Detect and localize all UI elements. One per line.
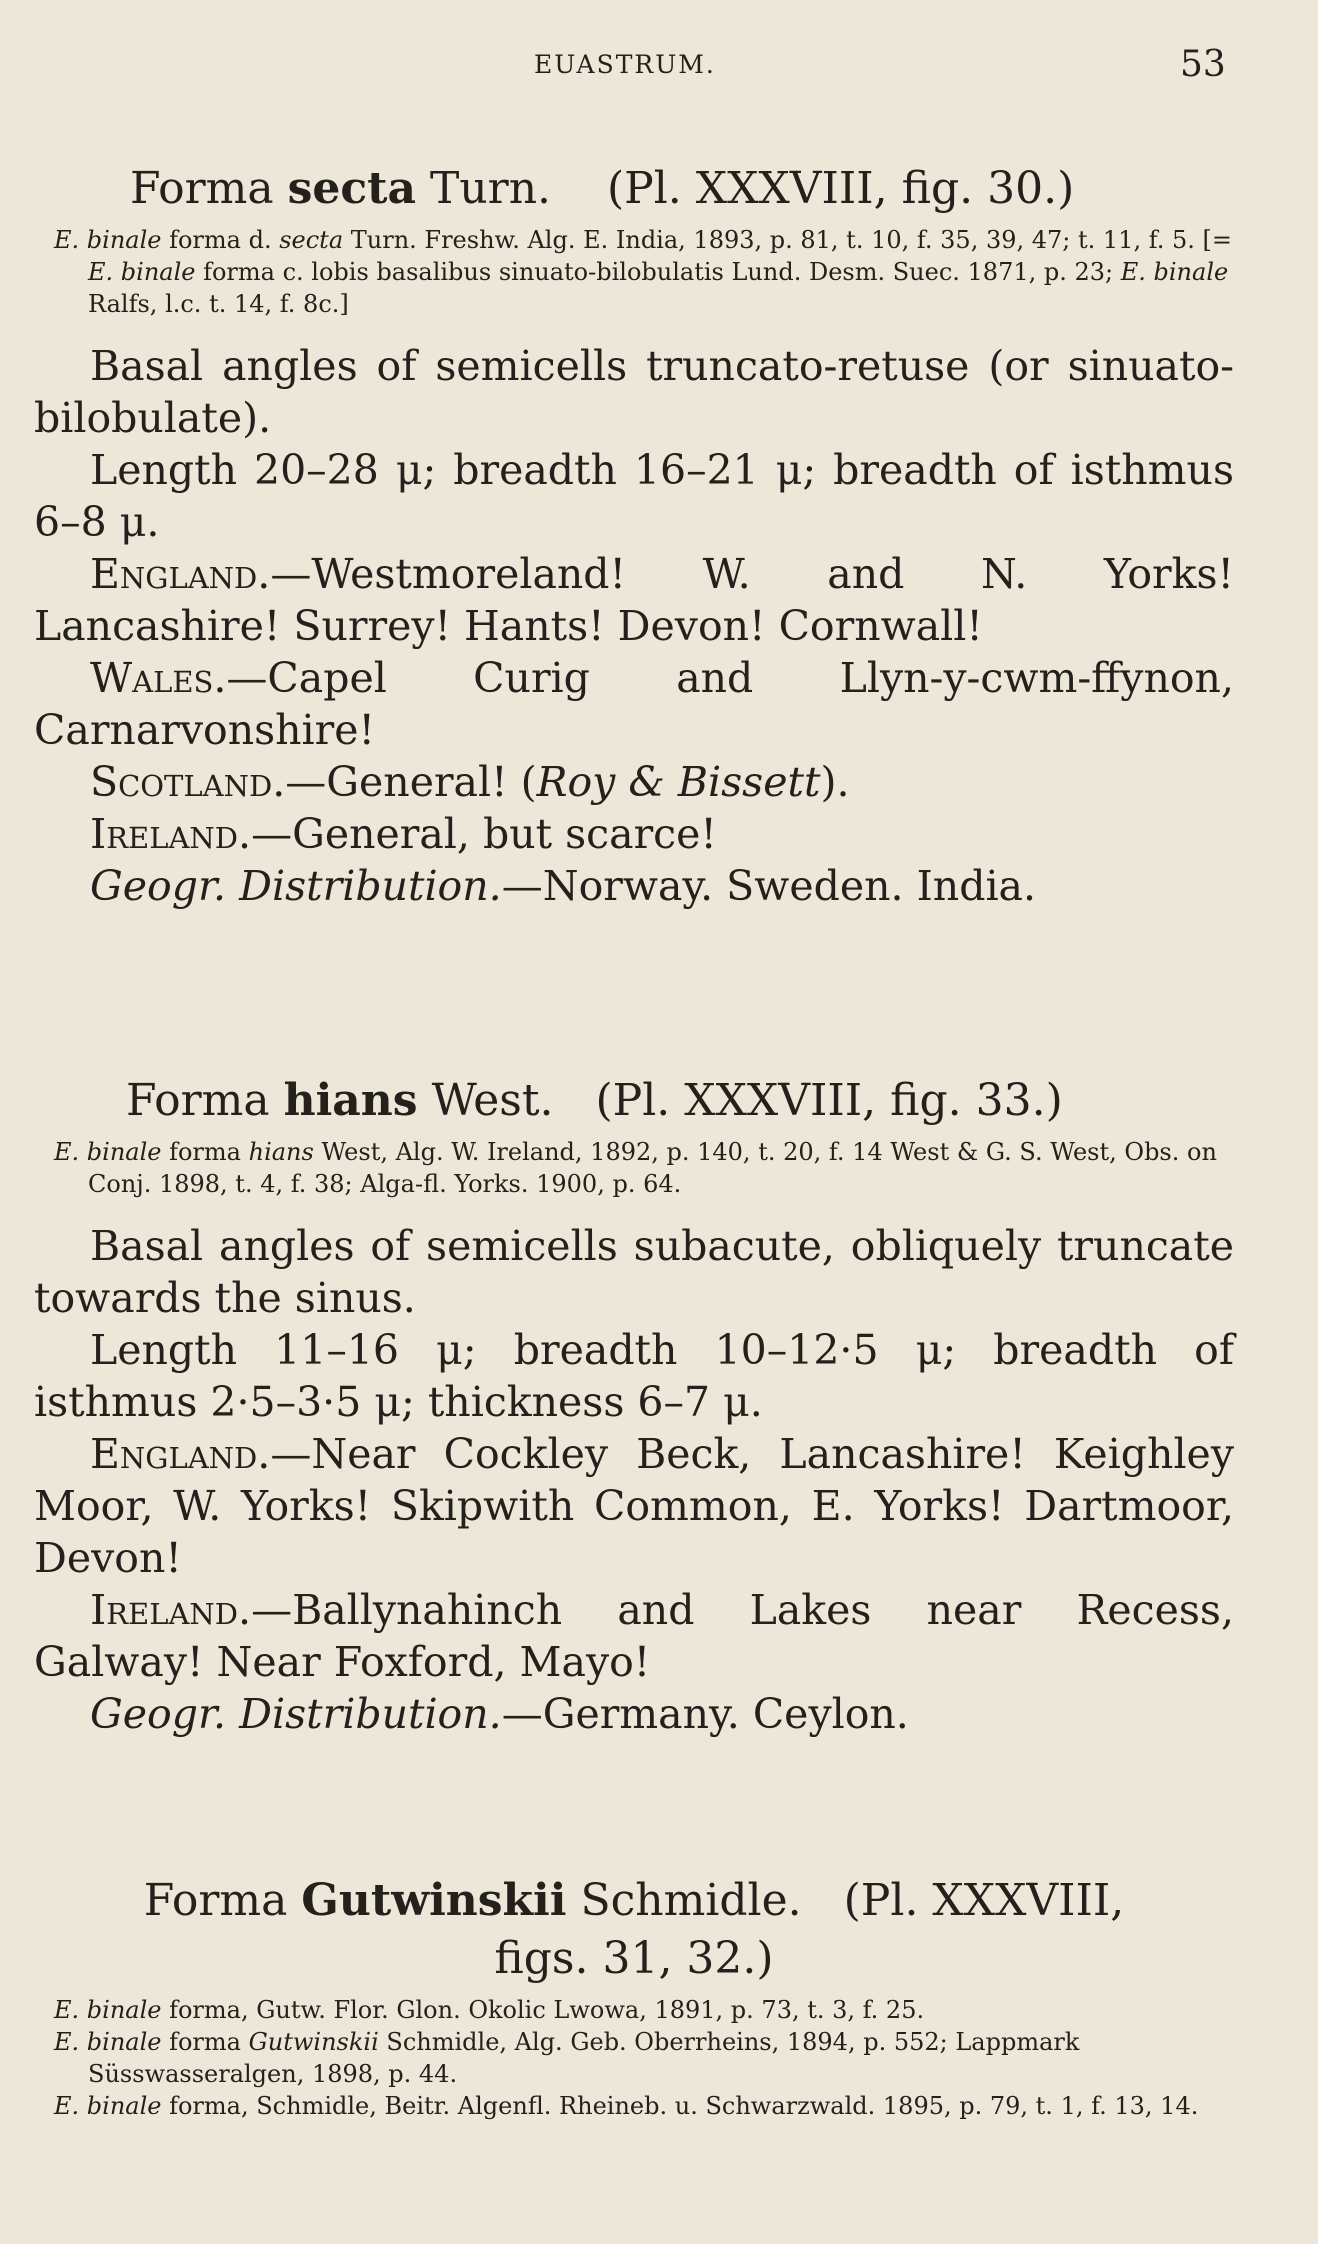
paragraph [34,444,1234,548]
italic-run: Roy & Bissett [536,758,821,806]
small-caps-run: Wales [90,654,214,702]
small-caps-run: Ireland [90,1586,239,1634]
form-entry-gutwinskii [34,1872,1234,2122]
text-run: .—General! ( [272,758,537,806]
text-run: Length 11–16 μ; breadth 10–12·5 μ; breadth of isthmus 2·5–3·5 μ; thickness 6–7 μ. [34,1326,1234,1426]
form-author: Schmidle. [566,1875,802,1926]
paragraph [34,340,1234,444]
text-run: .—General, but scarce! [238,810,717,858]
paragraph [54,2090,1234,2122]
paragraph [54,2026,1234,2090]
form-heading [34,1072,1234,1130]
text-run: —Germany. Ceylon. [501,1690,909,1738]
description [34,1220,1234,1740]
paragraph [34,652,1234,756]
description [34,340,1234,912]
paragraph [34,860,1234,912]
paragraph [34,1428,1234,1584]
form-prefix: Forma [126,1075,284,1126]
plate-reference: (Pl. XXXVIII, fig. 33.) [553,1075,1063,1126]
form-heading [34,1872,1234,1988]
text-run: forma [161,1138,249,1166]
text-run: Length 20–28 μ; breadth 16–21 μ; breadth of isthmus 6–8 μ. [34,446,1234,546]
form-entry-secta [34,160,1234,912]
paragraph [54,1994,1234,2026]
form-heading [34,160,1234,218]
form-prefix: Forma [143,1875,302,1926]
italic-run: E. binale [54,226,162,254]
text-run: Schmidle, Alg. Geb. Oberrheins, 1894, p. 552; Lappmark Süsswasseralgen, 1898, p. 44. [88,2028,1080,2088]
form-prefix: Forma [130,163,288,214]
small-caps-run: Ireland [90,810,239,858]
text-run: Basal angles of semicells truncato-retuse (or sinuato-bilobulate). [34,342,1234,442]
text-run: Ralfs, l.c. t. 14, f. 8c.] [88,290,349,318]
running-head [0,44,1318,94]
plate-reference: (Pl. XXXVIII, fig. 30.) [551,163,1075,214]
paragraph [34,1584,1234,1688]
text-run: ). [820,758,850,806]
page-number: 53 [1180,44,1226,85]
form-name: secta [287,163,416,214]
form-name: hians [283,1075,418,1126]
italic-run: hians [248,1138,314,1166]
text-run: forma c. lobis basalibus sinuato-bilobulatis Lund. Desm. Suec. 1871, p. 23; [195,258,1121,286]
text-run: —Norway. Sweden. India. [501,862,1037,910]
text-run: .—Capel Curig and Llyn-y-cwm-ffynon, Carnarvonshire! [34,654,1234,754]
text-run: .—Near Cockley Beck, Lancashire! Keighley Moor, W. Yorks! Skipwith Common, E. Yorks! Dartmoor, Devon! [34,1430,1234,1582]
paragraph [34,1688,1234,1740]
paragraph [34,548,1234,652]
italic-run: E. binale [54,1996,162,2024]
paragraph [54,1136,1234,1200]
text-run: Turn. Freshw. Alg. E. India, 1893, p. 81, t. 10, f. 35, 39, 47; t. 11, f. 5. [= [343,226,1232,254]
running-head-title: EUASTRUM. [534,50,716,79]
form-name: Gutwinskii [301,1875,567,1926]
italic-run: Gutwinskii [248,2028,379,2056]
paragraph [34,756,1234,808]
italic-run: E. binale [1120,258,1229,286]
italic-run: E. binale [54,1138,162,1166]
italic-run: Geogr. Distribution. [90,862,502,910]
text-run: .—Westmoreland! W. and N. Yorks! Lancashire! Surrey! Hants! Devon! Cornwall! [34,550,1234,650]
text-run: .—Ballynahinch and Lakes near Recess, Galway! Near Foxford, Mayo! [34,1586,1234,1686]
plate-reference: (Pl. XXXVIII, figs. 31, 32.) [494,1875,1139,1984]
small-caps-run: Scotland [90,758,273,806]
citation [34,1994,1234,2122]
text-run: forma, Schmidle, Beitr. Algenfl. Rheineb. u. Schwarzwald. 1895, p. 79, t. 1, f. 13, 14. [161,2092,1199,2120]
text-run: forma, Gutw. Flor. Glon. Okolic Lwowa, 1891, p. 73, t. 3, f. 25. [161,1996,925,2024]
text-run: forma d. [161,226,280,254]
italic-run: E. binale [54,2092,162,2120]
form-author: West. [417,1075,554,1126]
paragraph [54,224,1234,320]
paragraph [34,808,1234,860]
italic-run: E. binale [88,258,196,286]
small-caps-run: England [90,550,258,598]
italic-run: secta [279,226,344,254]
citation [34,224,1234,320]
italic-run: E. binale [54,2028,162,2056]
form-author: Turn. [415,163,552,214]
small-caps-run: England [90,1430,258,1478]
citation [34,1136,1234,1200]
text-run: West, Alg. W. Ireland, 1892, p. 140, t. 20, f. 14 West & G. S. West, Obs. on Conj. 1898, t. 4, f. 38; Alga-fl. Yorks. 1900, p. 64. [88,1138,1217,1198]
paragraph [34,1220,1234,1324]
text-run: forma [161,2028,249,2056]
form-entry-hians [34,1072,1234,1740]
text-run: Basal angles of semicells subacute, obliquely truncate towards the sinus. [34,1222,1234,1322]
italic-run: Geogr. Distribution. [90,1690,502,1738]
paragraph [34,1324,1234,1428]
